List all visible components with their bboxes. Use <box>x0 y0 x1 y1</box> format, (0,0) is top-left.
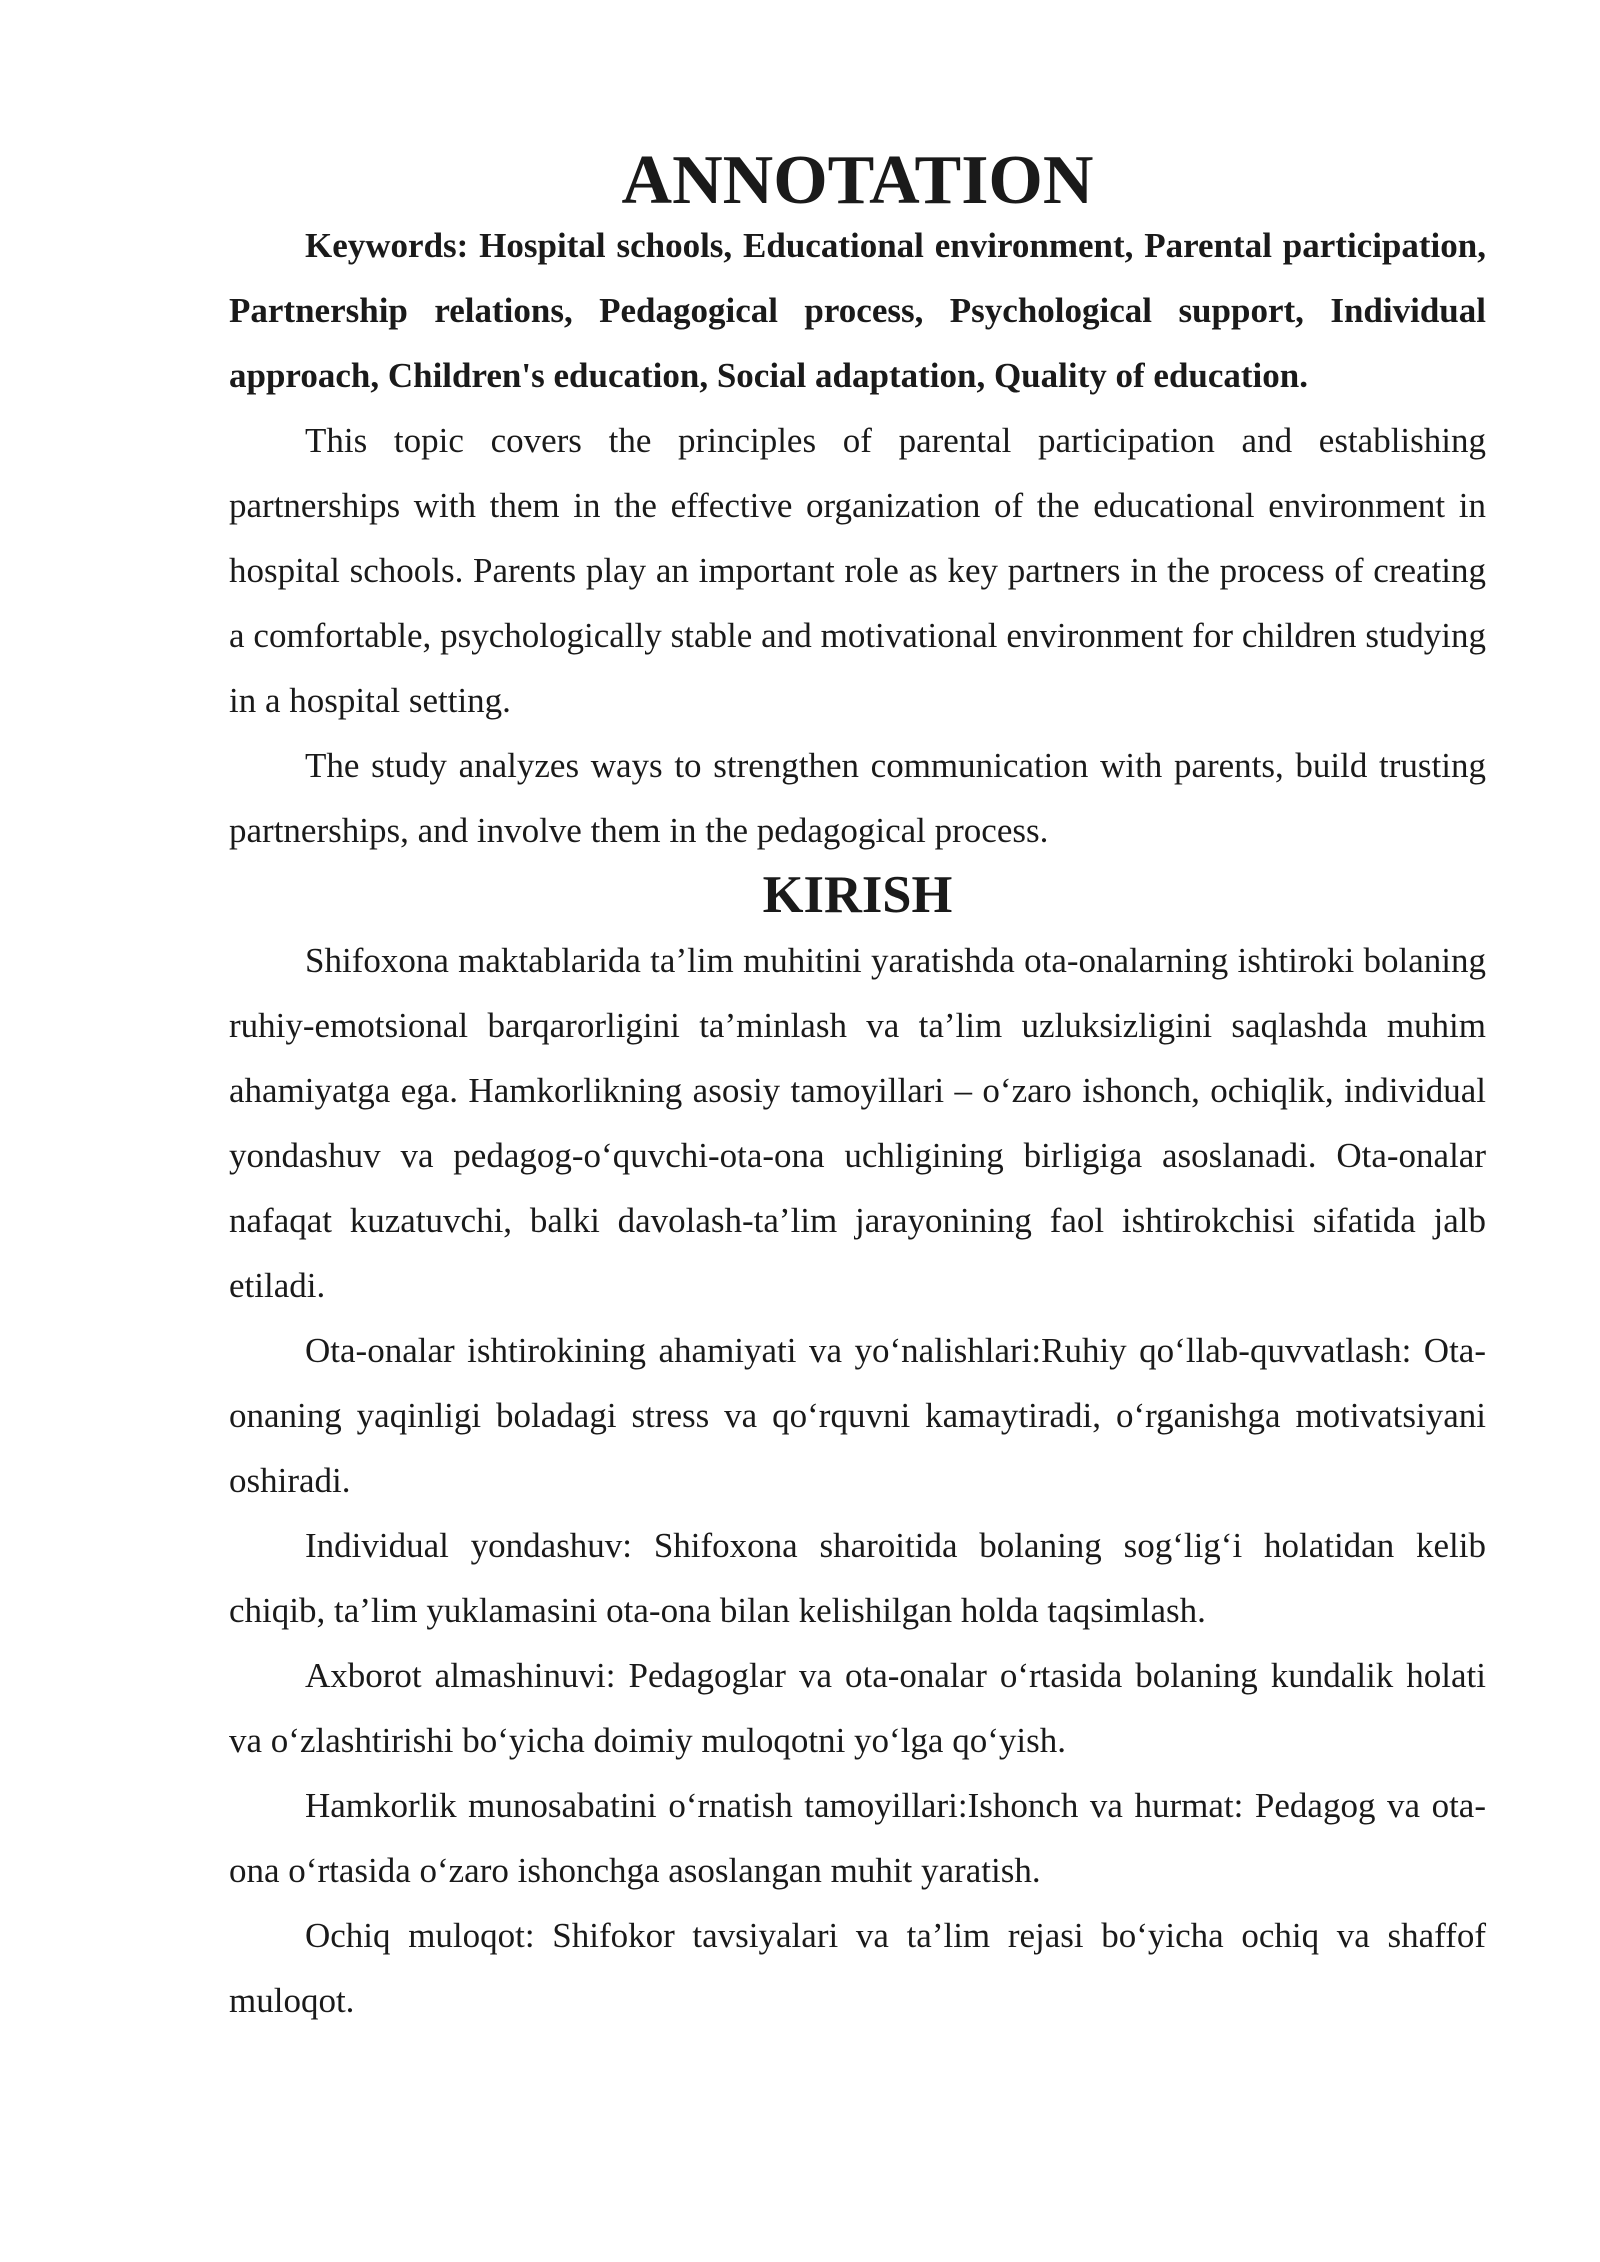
kirish-paragraph: Ota-onalar ishtirokining ahamiyati va yo‘nalishlari:Ruhiy qo‘llab-quvvatlash: Ota-onaning yaqinligi boladagi stress va qo‘rquvni kamaytiradi, o‘rganishga motivatsiyani oshiradi. <box>229 1331 1486 1500</box>
kirish-heading: KIRISH <box>762 866 953 924</box>
keywords-paragraph: Keywords: Hospital schools, Educational environment, Parental participation, Partnership relations, Pedagogical process, Psychological support, Individual approach, Children's education, Social adaptation, Quality of education. <box>229 226 1486 395</box>
annotation-heading: ANNOTATION <box>621 142 1094 219</box>
kirish-paragraph: Axborot almashinuvi: Pedagoglar va ota-onalar o‘rtasida bolaning kundalik holati va o‘zlashtirishi bo‘yicha doimiy muloqotni yo‘lga qo‘yish. <box>229 1656 1486 1760</box>
document-page <box>229 142 1486 2033</box>
kirish-paragraph: Hamkorlik munosabatini o‘rnatish tamoyillari:Ishonch va hurmat: Pedagog va ota-ona o‘rtasida o‘zaro ishonchga asoslangan muhit yaratish. <box>229 1786 1486 1890</box>
annotation-paragraph: The study analyzes ways to strengthen communication with parents, build trusting partnerships, and involve them in the pedagogical process. <box>229 746 1486 850</box>
kirish-paragraph: Individual yondashuv: Shifoxona sharoitida bolaning sog‘lig‘i holatidan kelib chiqib, ta’lim yuklamasini ota-ona bilan kelishilgan holda taqsimlash. <box>229 1526 1486 1630</box>
annotation-paragraph: This topic covers the principles of parental participation and establishing partnerships with them in the effective organization of the educational environment in hospital schools. Parents play an important role as key partners in the process of creating a comfortable, psychologically stable and motivational environment for children studying in a hospital setting. <box>229 421 1486 720</box>
kirish-paragraph: Shifoxona maktablarida ta’lim muhitini yaratishda ota-onalarning ishtiroki bolaning ruhiy-emotsional barqarorligini ta’minlash va ta’lim uzluksizligini saqlashda muhim ahamiyatga ega. Hamkorlikning asosiy tamoyillari – o‘zaro ishonch, ochiqlik, individual yondashuv va pedagog-o‘quvchi-ota-ona uchligining birligiga asoslanadi. Ota-onalar nafaqat kuzatuvchi, balki davolash-ta’lim jarayonining faol ishtirokchisi sifatida jalb etiladi. <box>229 941 1486 1305</box>
kirish-paragraph: Ochiq muloqot: Shifokor tavsiyalari va ta’lim rejasi bo‘yicha ochiq va shaffof muloqot. <box>229 1916 1486 2020</box>
